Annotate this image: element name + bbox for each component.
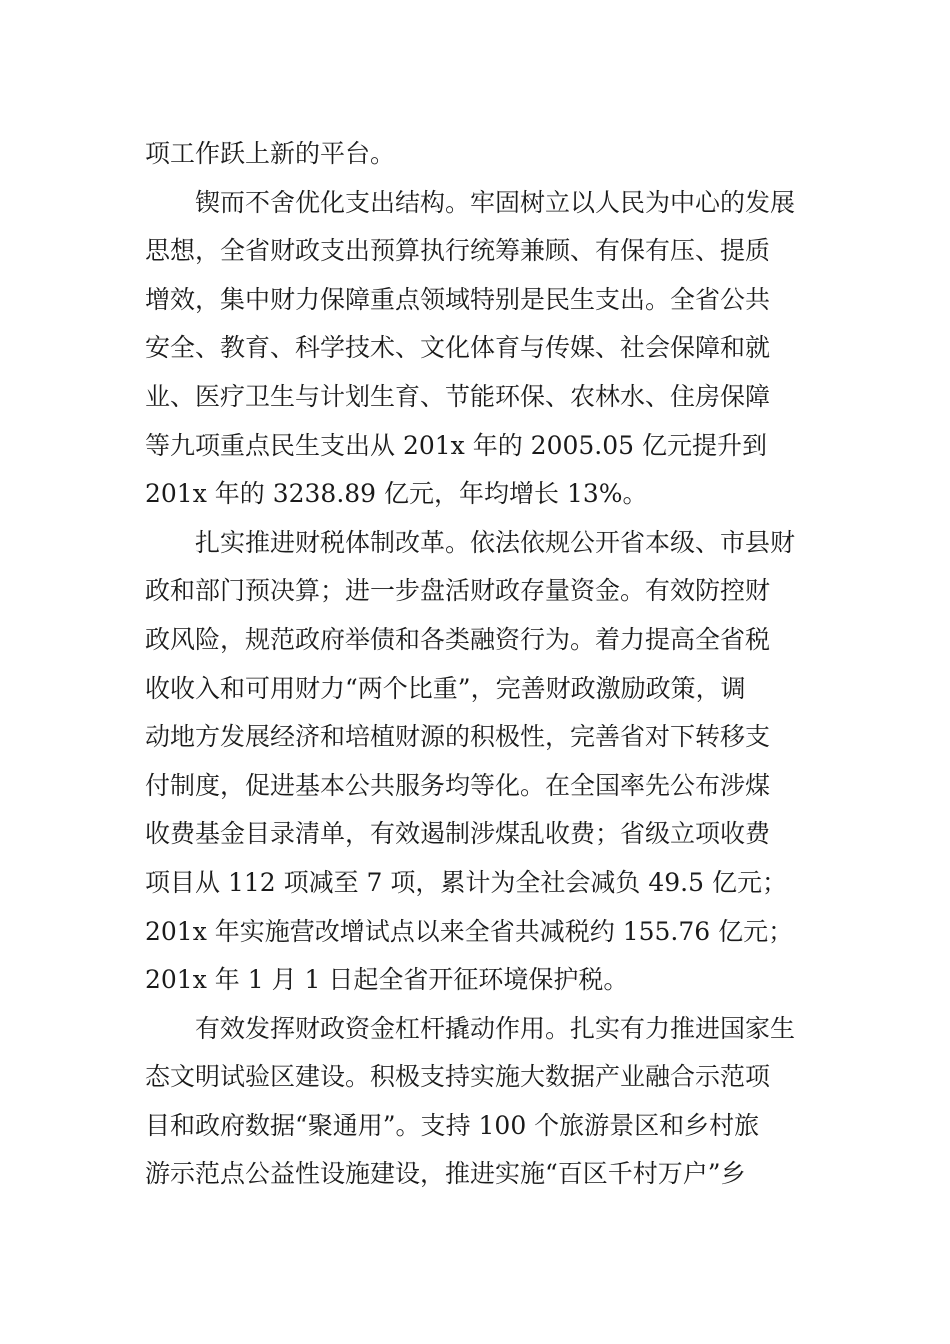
text-line: 有效发挥财政资金杠杆撬动作用。扎实有力推进国家生 — [195, 1013, 796, 1043]
text-line: 业、医疗卫生与计划生育、节能环保、农林水、住房保障 — [145, 381, 771, 411]
text-line: 增效，集中财力保障重点领域特别是民生支出。全省公共 — [145, 284, 771, 314]
text-line: 游示范点公益性设施建设，推进实施“百区千村万户”乡 — [145, 1159, 746, 1189]
text-line: 201x 年的 3238.89 亿元，年均增长 13%。 — [145, 479, 648, 509]
text-line: 收收入和可用财力“两个比重”，完善财政激励政策，调 — [145, 673, 746, 703]
text-line: 锲而不舍优化支出结构。牢固树立以人民为中心的发展 — [195, 187, 796, 217]
text-line: 收费基金目录清单，有效遏制涉煤乱收费；省级立项收费 — [145, 819, 771, 849]
text-line: 项目从 112 项减至 7 项，累计为全社会减负 49.5 亿元； — [145, 867, 787, 897]
body-text — [145, 130, 807, 1199]
text-line: 目和政府数据“聚通用”。支持 100 个旅游景区和乡村旅 — [145, 1110, 760, 1140]
text-line: 201x 年实施营改增试点以来全省共减税约 155.76 亿元； — [145, 916, 794, 946]
paragraph-continuation — [145, 130, 807, 179]
text-line: 态文明试验区建设。积极支持实施大数据产业融合示范项 — [145, 1062, 771, 1092]
text-line: 安全、教育、科学技术、文化体育与传媒、社会保障和就 — [145, 333, 771, 363]
text-line: 政和部门预决算；进一步盘活财政存量资金。有效防控财 — [145, 576, 771, 606]
text-line: 政风险，规范政府举债和各类融资行为。着力提高全省税 — [145, 624, 771, 654]
text-line: 思想，全省财政支出预算执行统筹兼顾、有保有压、提质 — [145, 236, 771, 266]
text-line: 等九项重点民生支出从 201x 年的 2005.05 亿元提升到 — [145, 430, 767, 460]
text-line: 付制度，促进基本公共服务均等化。在全国率先公布涉煤 — [145, 770, 771, 800]
text-line: 扎实推进财税体制改革。依法依规公开省本级、市县财 — [195, 527, 796, 557]
text-line: 项工作跃上新的平台。 — [145, 139, 396, 168]
text-line: 201x 年 1 月 1 日起全省开征环境保护税。 — [145, 965, 629, 995]
paragraph-expenditure-structure — [145, 179, 807, 519]
paragraph-fiscal-reform — [145, 519, 807, 1005]
paragraph-fund-leverage — [145, 1005, 807, 1199]
text-line: 动地方发展经济和培植财源的积极性，完善省对下转移支 — [145, 722, 771, 752]
